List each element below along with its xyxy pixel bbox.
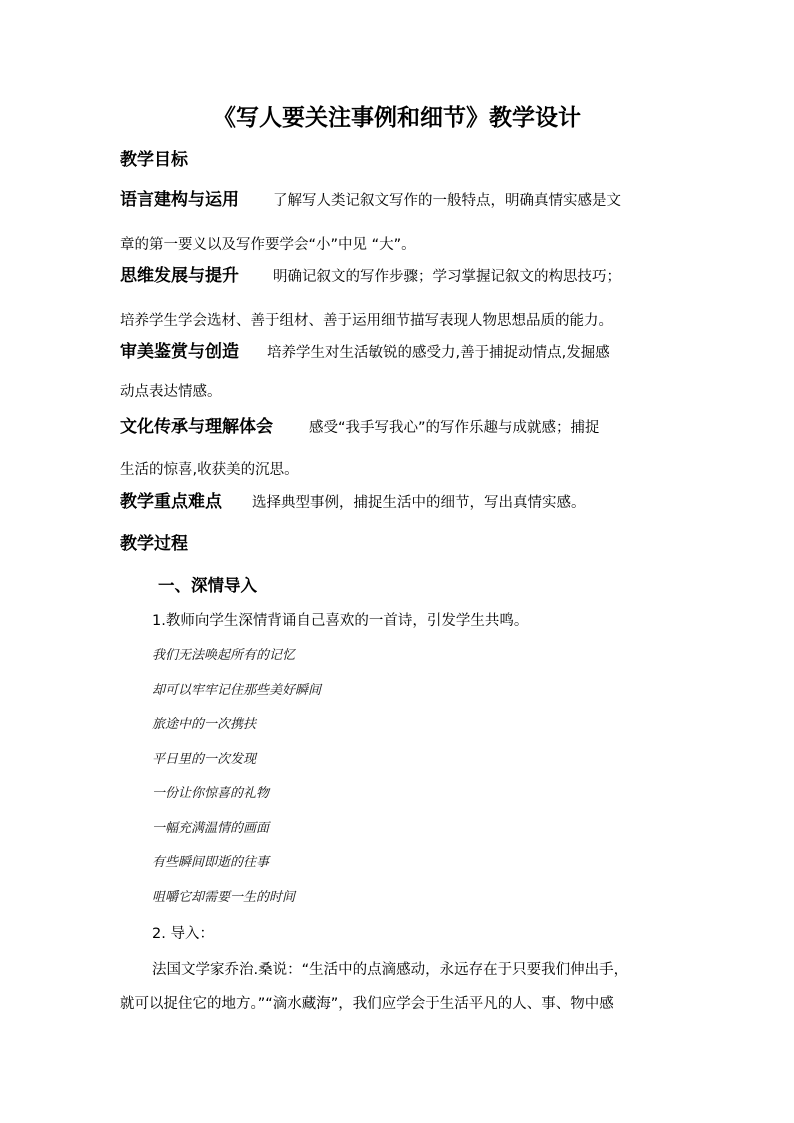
goal-label: 思维发展与提升 — [120, 266, 239, 286]
goal-text: 感受“我手写我心”的写作乐趣与成就感；捕捉 — [309, 420, 600, 436]
poem-line: 有些瞬间即逝的往事 — [152, 855, 270, 870]
goal-culture-cont: 生活的惊喜,收获美的沉思。 — [120, 462, 299, 478]
paragraph-line: 法国文学家乔治.桑说：“生活中的点滴感动，永远存在于只要我们伸出手， — [152, 962, 629, 978]
goal-culture — [120, 417, 600, 438]
poem-line: 一份让你惊喜的礼物 — [152, 786, 270, 801]
goal-text: 培养学生对生活敏锐的感受力,善于捕捉动情点,发掘感 — [267, 345, 610, 361]
step-2: 2. 导入： — [152, 926, 214, 942]
goal-text: 选择典型事例，捕捉生活中的细节，写出真情实感。 — [252, 495, 586, 511]
key-difficulties — [120, 492, 586, 513]
goal-text: 了解写人类记叙文写作的一般特点，明确真情实感是文 — [273, 193, 621, 209]
document-title: 《写人要关注事例和细节》教学设计 — [213, 104, 581, 131]
goal-aesthetic-cont: 动点表达情感。 — [120, 384, 222, 400]
process-heading: 教学过程 — [120, 534, 188, 554]
poem-line: 却可以牢牢记住那些美好瞬间 — [152, 683, 322, 698]
goal-aesthetic — [120, 342, 610, 363]
goals-heading: 教学目标 — [120, 150, 188, 170]
goal-thinking — [120, 266, 621, 287]
section-heading: 一、深情导入 — [158, 576, 257, 595]
step-1: 1.教师向学生深情背诵自己喜欢的一首诗，引发学生共鸣。 — [152, 613, 529, 629]
goal-label: 文化传承与理解体会 — [120, 417, 273, 437]
goal-thinking-cont: 培养学生学会选材、善于组材、善于运用细节描写表现人物思想品质的能力。 — [120, 313, 613, 329]
goal-label: 审美鉴赏与创造 — [120, 342, 239, 362]
paragraph-line: 就可以捉住它的地方。”“滴水藏海”，我们应学会于生活平凡的人、事、物中感 — [120, 996, 614, 1012]
goal-label: 教学重点难点 — [120, 492, 222, 512]
poem-line: 平日里的一次发现 — [152, 752, 257, 767]
goal-text: 明确记叙文的写作步骤；学习掌握记叙文的构思技巧； — [273, 269, 621, 285]
poem-line: 旅途中的一次携扶 — [152, 717, 257, 732]
goal-language — [120, 190, 621, 211]
poem-line: 咀嚼它却需要一生的时间 — [152, 890, 296, 905]
poem-line: 我们无法唤起所有的记忆 — [152, 648, 296, 663]
goal-language-cont: 章的第一要义以及写作要学会“小”中见 “大”。 — [120, 237, 416, 253]
poem-line: 一幅充满温情的画面 — [152, 821, 270, 836]
goal-label: 语言建构与运用 — [120, 190, 239, 210]
